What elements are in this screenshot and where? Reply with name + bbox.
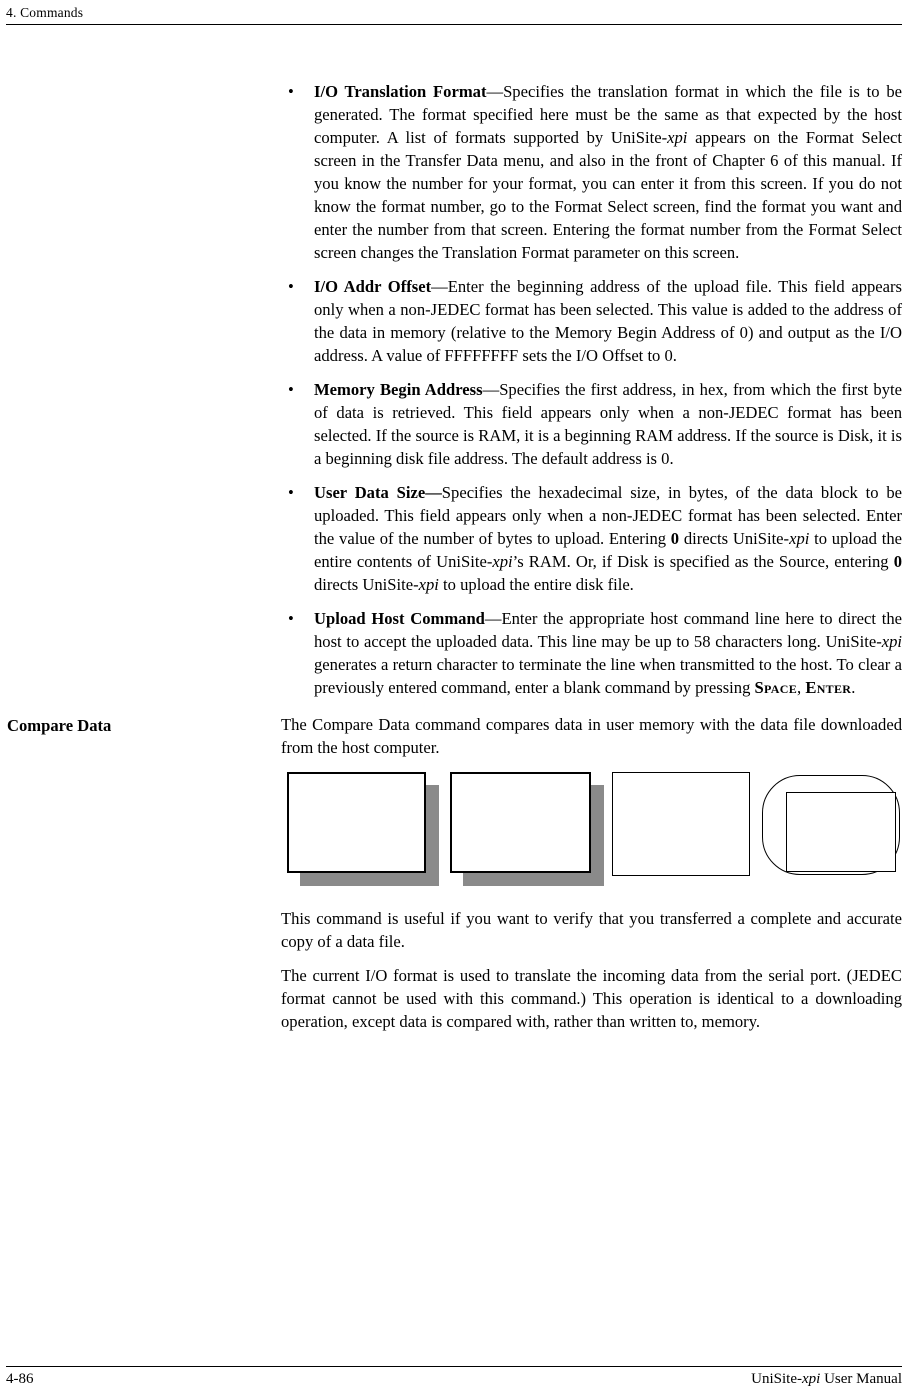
header-rule xyxy=(6,24,902,25)
diagram-inner-rect xyxy=(786,792,896,872)
page-header xyxy=(6,0,902,25)
page-footer xyxy=(6,1366,902,1388)
bullet-upload-host-command: Upload Host Command—Enter the appropriate host command line here to direct the host to accept the uploaded data. This line may be up to 58 characters long. UniSite-xpi generates a return character to terminate the line when transmitted to the host. To clear a previously entered command, enter a blank command by pressing Space, Enter. xyxy=(314,609,902,697)
compare-data-section xyxy=(7,713,902,1033)
bullet-marker: • xyxy=(288,609,294,628)
list-item xyxy=(281,481,902,596)
bullet-memory-begin-address: Memory Begin Address—Specifies the first address, in hex, from which the first byte of data is retrieved. This field appears only when a non-JEDEC format has been selected. If the source is RAM, it is a beginning RAM address. If the source is Disk, it is a beginning disk file address. The default address is 0. xyxy=(314,380,903,468)
page-number: 4-86 xyxy=(6,1371,34,1387)
bullet-io-addr-offset: I/O Addr Offset—Enter the beginning address of the upload file. This field appears only when a non-JEDEC format has been selected. This value is added to the address of the data in memory (relative to the Memory Begin Address of 0) and output as the I/O address. A value of FFFFFFFF sets the I/O Offset to 0. xyxy=(314,277,903,365)
diagram-rounded-box xyxy=(762,775,900,875)
list-item xyxy=(281,80,902,264)
list-item xyxy=(281,275,902,367)
bullet-user-data-size: User Data Size—Specifies the hexadecimal size, in bytes, of the data block to be uploaded. This field appears only when a non-JEDEC format has been selected. Enter the value of the number of bytes to upload. Entering 0 directs UniSite-xpi to upload the entire contents of UniSite-xpi’s RAM. Or, if Disk is specified as the Source, entering 0 directs UniSite-xpi to upload the entire disk file. xyxy=(314,483,902,594)
compare-data-intro: The Compare Data command compares data in user memory with the data file downloaded from the host computer. xyxy=(281,715,902,757)
bullet-marker: • xyxy=(288,277,294,296)
chapter-header: 4. Commands xyxy=(6,5,84,20)
manual-title: UniSite-xpi User Manual xyxy=(751,1371,902,1387)
list-item xyxy=(281,607,902,699)
bullet-io-translation-format: I/O Translation Format—Specifies the translation format in which the file is to be generated. The format specified here must be the same as that expected by the host computer. A list of formats supported by UniSite-xpi appears on the Format Select screen in the Transfer Data menu, and also in the front of Chapter 6 of this manual. If you know the number for your format, you can enter it from this screen. If you do not know the format number, go to the Format Select screen, find the format you want and enter the number from that screen. Entering the format number from the Format Select screen changes the Translation Format parameter on this screen. xyxy=(314,82,902,262)
diagram-plain-box xyxy=(612,772,750,876)
compare-data-format-note: The current I/O format is used to translate the incoming data from the serial port. (JEDEC format cannot be used with this command.) This operation is identical to a downloading operation, except data is compared with, rather than written to, memory. xyxy=(281,966,902,1031)
diagram-screen-box-2 xyxy=(450,772,591,873)
list-item xyxy=(281,378,902,470)
compare-data-diagram xyxy=(281,770,902,892)
bullet-marker: • xyxy=(288,82,294,101)
bullet-marker: • xyxy=(288,483,294,502)
bullet-marker: • xyxy=(288,380,294,399)
page-content xyxy=(7,80,903,1044)
compare-data-usefulness: This command is useful if you want to verify that you transferred a complete and accurate copy of a data file. xyxy=(281,909,902,951)
diagram-screen-box-1 xyxy=(287,772,426,873)
section-heading-compare-data: Compare Data xyxy=(7,716,112,735)
